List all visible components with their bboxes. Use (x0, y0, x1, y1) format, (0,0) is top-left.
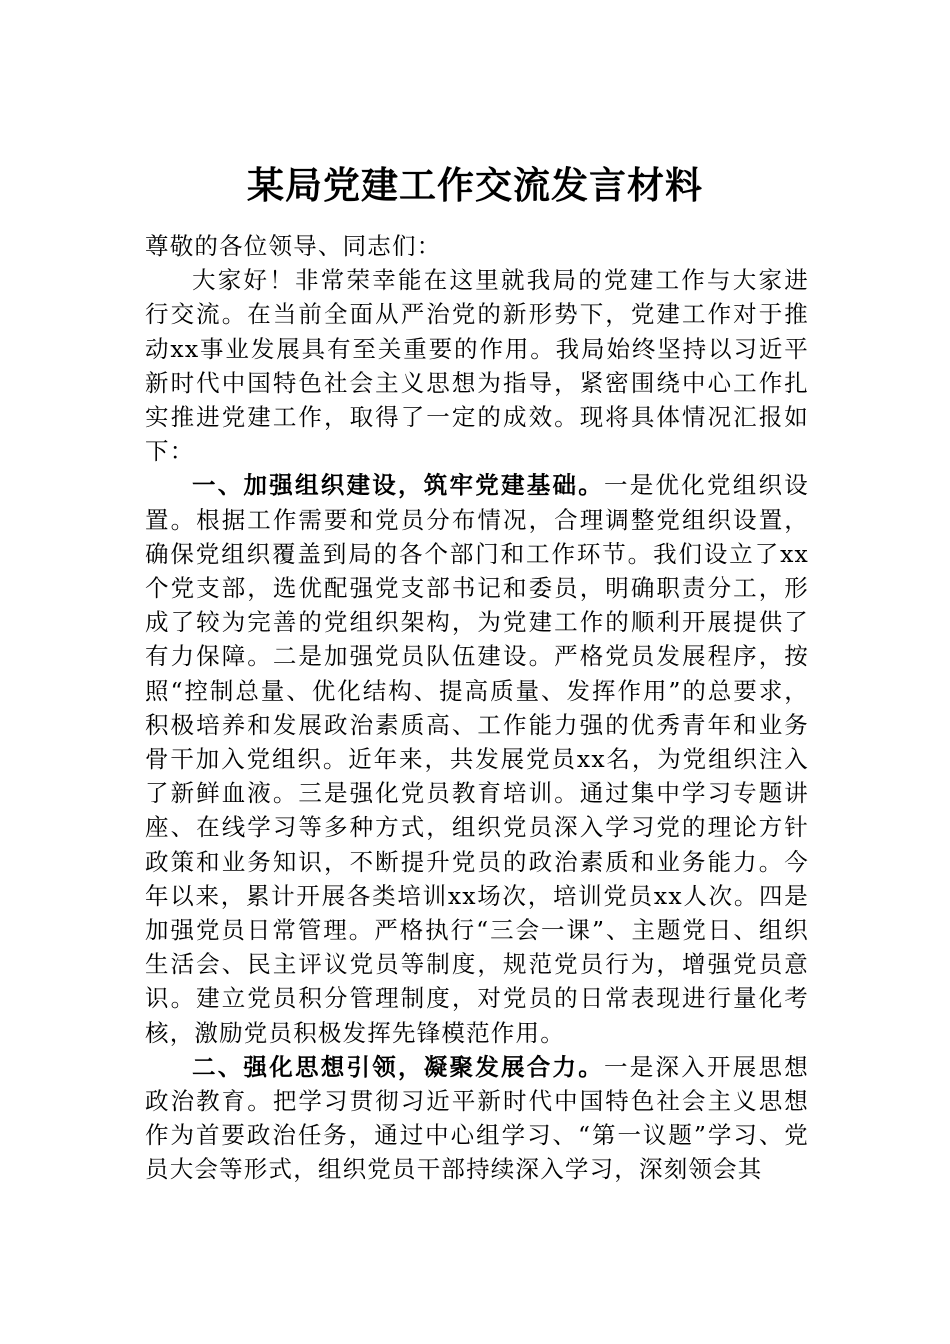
section-paragraph (145, 1050, 809, 1187)
intro-paragraph: 大家好！非常荣幸能在这里就我局的党建工作与大家进行交流。在当前全面从严治党的新形势下，党建工作对于推动xx事业发展具有至关重要的作用。我局始终坚持以习近平新时代中国特色社会主义思想为指导，紧密围绕中心工作扎实推进党建工作，取得了一定的成效。现将具体情况汇报如下： (145, 266, 809, 466)
salutation: 尊敬的各位领导、同志们： (145, 232, 442, 260)
section-text: 一是深入开展思想政治教育。把学习贯彻习近平新时代中国特色社会主义思想作为首要政治任务，通过中心组学习、“第一议题”学习、党员大会等形式，组织党员干部持续深入学习，深刻领会其 (145, 1052, 809, 1184)
document-body (145, 229, 809, 1187)
section-heading: 二、强化思想引领，凝聚发展合力。 (192, 1052, 605, 1081)
section-heading: 一、加强组织建设，筑牢党建基础。 (192, 471, 605, 500)
section-text: 一是优化党组织设置。根据工作需要和党员分布情况，合理调整党组织设置，确保党组织覆盖到局的各个部门和工作环节。我们设立了xx个党支部，选优配强党支部书记和委员，明确职责分工，形成了较为完善的党组织架构，为党建工作的顺利开展提供了有力保障。二是加强党员队伍建设。严格党员发展程序，按照“控制总量、优化结构、提高质量、发挥作用”的总要求，积极培养和发展政治素质高、工作能力强的优秀青年和业务骨干加入党组织。近年来，共发展党员xx名，为党组织注入了新鲜血液。三是强化党员教育培训。通过集中学习专题讲座、在线学习等多种方式，组织党员深入学习党的理论方针政策和业务知识，不断提升党员的政治素质和业务能力。今年以来，累计开展各类培训xx场次，培训党员xx人次。四是加强党员日常管理。严格执行“三会一课”、主题党日、组织生活会、民主评议党员等制度，规范党员行为，增强党员意识。建立党员积分管理制度，对党员的日常表现进行量化考核，激励党员积极发挥先锋模范作用。 (145, 471, 809, 1047)
document-title: 某局党建工作交流发言材料 (247, 163, 703, 207)
section-paragraph (145, 468, 809, 1049)
